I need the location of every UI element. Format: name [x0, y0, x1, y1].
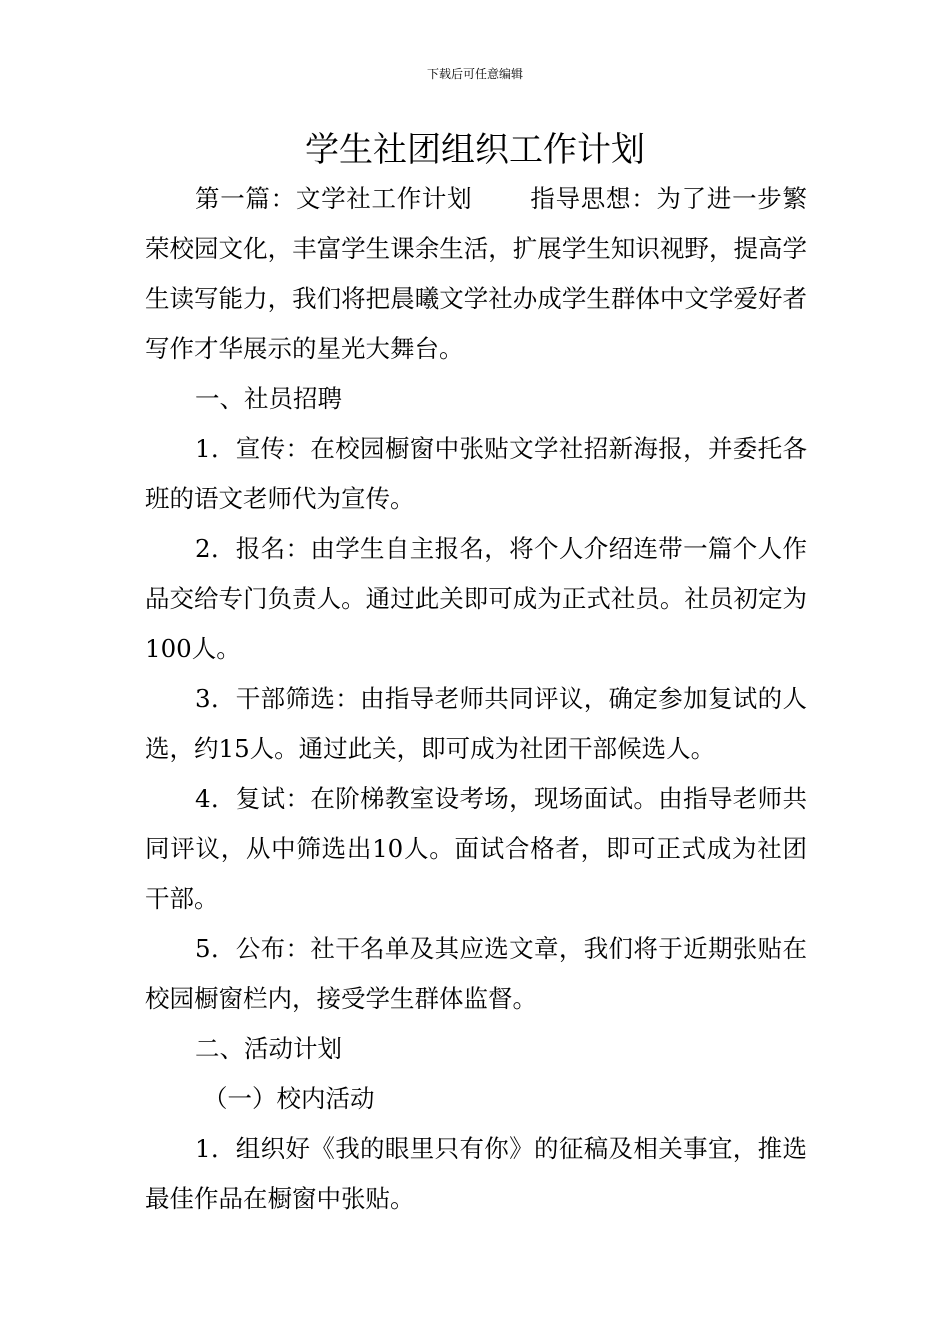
paragraph-cadre-screening: 3．干部筛选：由指导老师共同评议，确定参加复试的人选，约15人。通过此关，即可成为社团干部候选人。: [145, 684, 807, 763]
paragraph-reexam: 4．复试：在阶梯教室设考场，现场面试。由指导老师共同评议，从中筛选出10人。面试合格者，即可正式成为社团干部。: [145, 784, 807, 913]
paragraph-intro: [145, 174, 807, 374]
paragraph-announcement: 5．公布：社干名单及其应选文章，我们将于近期张贴在校园橱窗栏内，接受学生群体监督。: [145, 934, 807, 1013]
heading-activity-plan: 二、活动计划: [195, 1034, 342, 1063]
page-title: 学生社团组织工作计划: [305, 130, 645, 170]
header-note: 下载后可任意编辑: [426, 67, 523, 81]
heading-recruitment: 一、社员招聘: [195, 384, 342, 413]
paragraph-registration: 2．报名：由学生自主报名，将个人介绍连带一篇个人作品交给专门负责人。通过此关即可成为正式社员。社员初定为100人。: [145, 534, 807, 663]
guiding-thought-text: 指导思想：为了进一步繁荣校园文化，丰富学生课余生活，扩展学生知识视野，提高学生读写能力，我们将把晨曦文学社办成学生群体中文学爱好者写作才华展示的星光大舞台。: [145, 184, 808, 363]
heading-campus-activities: （一）校内活动: [203, 1084, 375, 1113]
paragraph-essay-contest: 1．组织好《我的眼里只有你》的征稿及相关事宜，推选最佳作品在橱窗中张贴。: [145, 1134, 807, 1213]
paragraph-publicity: 1．宣传：在校园橱窗中张贴文学社招新海报，并委托各班的语文老师代为宣传。: [145, 434, 807, 513]
section-heading-first: 第一篇：文学社工作计划: [195, 184, 473, 213]
document-body: [145, 174, 807, 1224]
